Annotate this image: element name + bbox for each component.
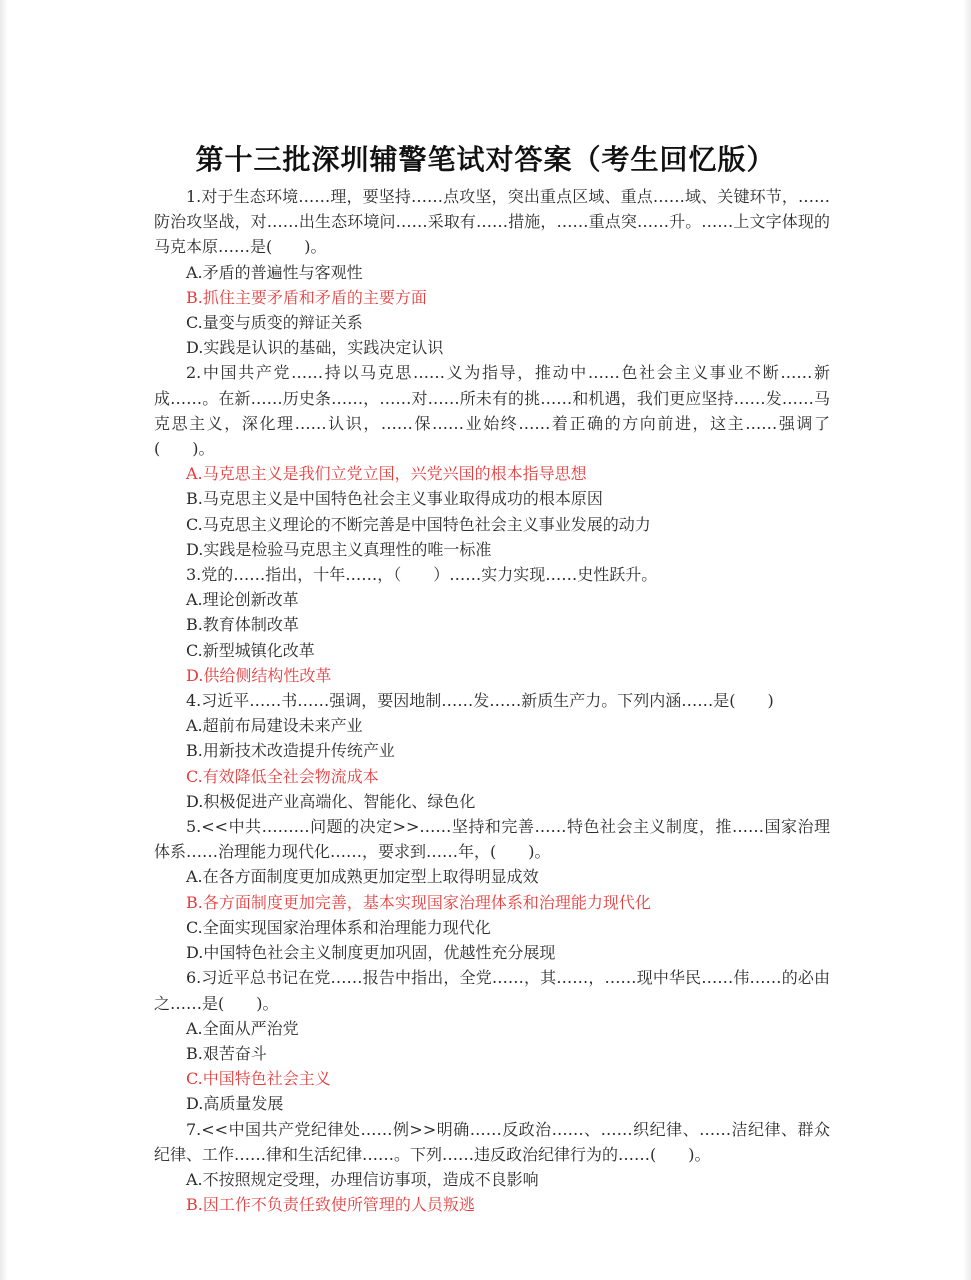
question-stem: 7.<<中国共产党纪律处……例>>明确……反政治……、……织纪律、……洁纪律、群众纪律、工作……律和生活纪律……。下列……违反政治纪律行为的……( )。 (154, 1119, 830, 1164)
question-block (154, 688, 830, 814)
question-block (154, 814, 830, 965)
question-stem: 1.对于生态环境……理，要坚持……点攻坚，突出重点区域、重点……域、关键环节，……防治攻坚战，对……出生态环境问……采取有……措施，……重点突……升。……上文字体现的马克本原……是( )。 (154, 187, 830, 257)
option-b: B.教育体制改革 (186, 615, 299, 635)
page-edge-left (0, 0, 8, 1280)
question-block (154, 965, 830, 1116)
option-b: B.艰苦奋斗 (186, 1043, 267, 1063)
option-c-correct: C.中国特色社会主义 (186, 1069, 331, 1089)
question-block (154, 184, 830, 360)
option-d: D.高质量发展 (186, 1094, 284, 1114)
page-edge-right (963, 0, 971, 1280)
question-stem: 5.<<中共………问题的决定>>……坚持和完善……特色社会主义制度，推……国家治理体系……治理能力现代化……，要求到……年，( )。 (154, 817, 830, 862)
option-c: C.全面实现国家治理体系和治理能力现代化 (186, 917, 491, 937)
question-stem: 3.党的……指出，十年……，（ ）……实力实现……史性跃升。 (186, 565, 658, 585)
question-block (154, 562, 830, 688)
option-c-correct: C.有效降低全社会物流成本 (186, 766, 379, 786)
option-d: D.实践是检验马克思主义真理性的唯一标准 (186, 539, 492, 559)
question-stem: 2.中国共产党……持以马克思……义为指导，推动中……色社会主义事业不断……新成……。在新……历史条……，……对……所未有的挑……和机遇，我们更应坚持……发……马克思主义，深化理……认识，……保……业始终……着正确的方向前进，这主……强调了( )。 (154, 363, 830, 459)
question-stem: 6.习近平总书记在党……报告中指出，全党……，其……，……现中华民……伟……的必由之……是( )。 (154, 968, 830, 1013)
document-title: 第十三批深圳辅警笔试对答案（考生回忆版） (195, 143, 776, 176)
option-a: A.在各方面制度更加成熟更加定型上取得明显成效 (186, 867, 539, 887)
question-stem: 4.习近平……书……强调，要因地制……发……新质生产力。下列内涵……是( ) (186, 691, 774, 711)
option-a: A.超前布局建设未来产业 (186, 716, 363, 736)
option-c: C.马克思主义理论的不断完善是中国特色社会主义事业发展的动力 (186, 514, 651, 534)
option-a: A.全面从严治党 (186, 1018, 299, 1038)
option-d-correct: D.供给侧结构性改革 (186, 665, 332, 685)
question-list (154, 184, 830, 1217)
option-a: A.理论创新改革 (186, 590, 299, 610)
option-b-correct: B.因工作不负责任致使所管理的人员叛逃 (186, 1195, 475, 1215)
option-b-correct: B.各方面制度更加完善，基本实现国家治理体系和治理能力现代化 (186, 892, 651, 912)
option-d: D.实践是认识的基础，实践决定认识 (186, 338, 444, 358)
option-a: A.不按照规定受理，办理信访事项，造成不良影响 (186, 1169, 539, 1189)
option-b-correct: B.抓住主要矛盾和矛盾的主要方面 (186, 287, 427, 307)
option-a-correct: A.马克思主义是我们立党立国，兴党兴国的根本指导思想 (186, 464, 587, 484)
option-c: C.量变与质变的辩证关系 (186, 313, 363, 333)
question-block (154, 360, 830, 562)
option-a: A.矛盾的普遍性与客观性 (186, 262, 363, 282)
option-d: D.积极促进产业高端化、智能化、绿色化 (186, 791, 476, 811)
option-b: B.用新技术改造提升传统产业 (186, 741, 395, 761)
option-b: B.马克思主义是中国特色社会主义事业取得成功的根本原因 (186, 489, 603, 509)
option-c: C.新型城镇化改革 (186, 640, 315, 660)
question-block (154, 1117, 830, 1218)
option-d: D.中国特色社会主义制度更加巩固，优越性充分展现 (186, 943, 556, 963)
